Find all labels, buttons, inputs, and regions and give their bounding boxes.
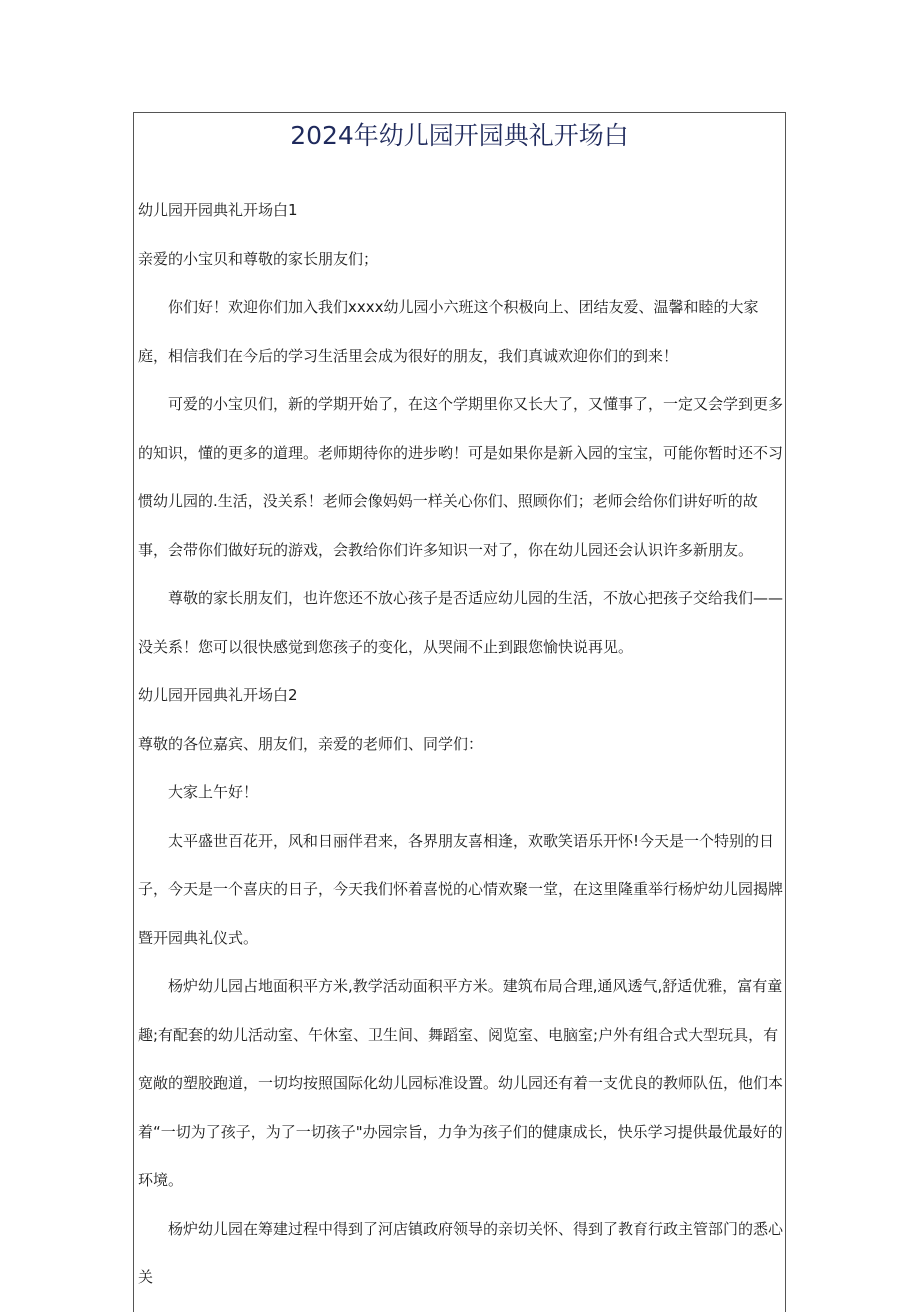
document-title: 2024年幼儿园开园典礼开场白 [290, 121, 629, 150]
greeting-paragraph: 大家上午好！ [168, 783, 259, 801]
body-paragraph: 太平盛世百花开，风和日丽伴君来，各界朋友喜相逢，欢歌笑语乐开怀!今天是一个特别的日子，今天是一个喜庆的日子，今天我们怀着喜悦的心情欢聚一堂，在这里隆重举行杨炉幼儿园揭牌暨开园典礼仪式。 [138, 831, 784, 947]
body-paragraph: 尊敬的家长朋友们，也许您还不放心孩子是否适应幼儿园的生活，不放心把孩子交给我们——没关系！您可以很快感觉到您孩子的变化，从哭闹不止到跟您愉快说再见。 [138, 589, 784, 656]
section-heading-2: 幼儿园开园典礼开场白2 [138, 686, 298, 704]
body-paragraph: 杨炉幼儿园占地面积平方米,教学活动面积平方米。建筑布局合理,通风透气,舒适优雅，富有童趣;有配套的幼儿活动室、午休室、卫生间、舞蹈室、阅览室、电脑室;户外有组合式大型玩具，有宽敞的塑胶跑道，一切均按照国际化幼儿园标准设置。幼儿园还有着一支优良的教师队伍，他们本着“一切为了孩子，为了一切孩子"办园宗旨，力争为孩子们的健康成长，快乐学习提供最优最好的环境。 [138, 977, 784, 1189]
body-paragraph: 你们好！欢迎你们加入我们xxxx幼儿园小六班这个积极向上、团结友爱、温馨和睦的大家庭，相信我们在今后的学习生活里会成为很好的朋友，我们真诚欢迎你们的到来！ [138, 298, 759, 365]
body-paragraph: 杨炉幼儿园在筹建过程中得到了河店镇政府领导的亲切关怀、得到了教育行政主管部门的悉心关 [138, 1219, 784, 1286]
section-heading-1: 幼儿园开园典礼开场白1 [138, 201, 298, 219]
salutation-paragraph: 尊敬的各位嘉宾、朋友们，亲爱的老师们、同学们： [138, 734, 484, 753]
document-body [138, 186, 784, 1302]
body-paragraph: 可爱的小宝贝们，新的学期开始了，在这个学期里你又长大了，又懂事了，一定又会学到更多的知识，懂的更多的道理。老师期待你的进步哟！可是如果你是新入园的宝宝，可能你暂时还不习惯幼儿园的.生活，没关系！老师会像妈妈一样关心你们、照顾你们；老师会给你们讲好听的故事，会带你们做好玩的游戏，会教给你们许多知识一对了，你在幼儿园还会认识许多新朋友。 [138, 395, 784, 559]
salutation-paragraph: 亲爱的小宝贝和尊敬的家长朋友们； [138, 249, 379, 268]
